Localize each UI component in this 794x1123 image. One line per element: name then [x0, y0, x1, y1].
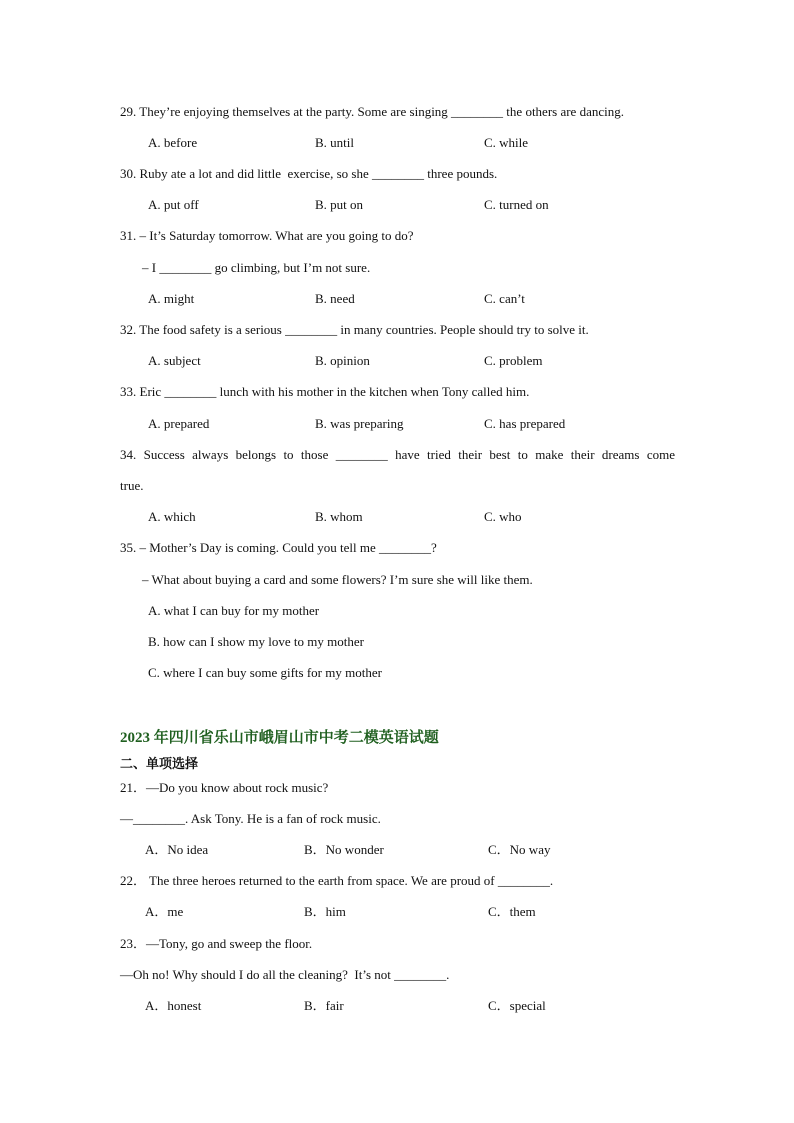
- question-21-stem: 21．—Do you know about rock music?: [120, 780, 329, 795]
- question-34-stem: 34. Success always belongs to those ________ have tried their best to make their dreams come: [120, 447, 675, 462]
- q21-option-c: C．No way: [488, 842, 551, 857]
- question-32-stem: 32. The food safety is a serious ________ in many countries. People should try to solve it.: [120, 322, 589, 337]
- question-31-stem: 31. – It’s Saturday tomorrow. What are you going to do?: [120, 228, 414, 243]
- section-subtitle: 二、单项选择: [120, 756, 199, 771]
- q35-option-a: A. what I can buy for my mother: [148, 603, 320, 618]
- question-35-reply: – What about buying a card and some flowers? I’m sure she will like them.: [142, 572, 533, 587]
- q21-option-a: A．No idea: [145, 842, 209, 857]
- q22-option-c: C．them: [488, 904, 536, 919]
- q22-option-b: B．him: [304, 904, 346, 919]
- q34-option-c: C. who: [484, 509, 522, 524]
- q32-option-a: A. subject: [148, 353, 201, 368]
- q31-option-c: C. can’t: [484, 291, 525, 306]
- q35-option-c: C. where I can buy some gifts for my mother: [148, 665, 382, 680]
- q30-option-b: B. put on: [315, 197, 364, 212]
- question-30-stem: 30. Ruby ate a lot and did little exercise, so she ________ three pounds.: [120, 166, 498, 181]
- question-23-stem: 23．—Tony, go and sweep the floor.: [120, 936, 313, 951]
- q33-option-c: C. has prepared: [484, 416, 566, 431]
- q35-option-b: B. how can I show my love to my mother: [148, 634, 364, 649]
- q34-option-a: A. which: [148, 509, 196, 524]
- q23-option-b: B．fair: [304, 998, 344, 1013]
- q32-option-c: C. problem: [484, 353, 543, 368]
- q31-option-a: A. might: [148, 291, 195, 306]
- question-22-stem: 22． The three heroes returned to the earth from space. We are proud of ________.: [120, 873, 554, 888]
- q30-option-a: A. put off: [148, 197, 199, 212]
- question-31-reply: – I ________ go climbing, but I’m not sure.: [142, 260, 371, 275]
- q29-option-a: A. before: [148, 135, 198, 150]
- q29-option-b: B. until: [315, 135, 355, 150]
- q23-option-a: A．honest: [145, 998, 202, 1013]
- question-29-stem: 29. They’re enjoying themselves at the party. Some are singing ________ the others are dancing.: [120, 104, 624, 119]
- q30-option-c: C. turned on: [484, 197, 549, 212]
- q23-option-c: C．special: [488, 998, 546, 1013]
- question-35-stem: 35. – Mother’s Day is coming. Could you tell me ________?: [120, 540, 437, 555]
- question-34-continuation: true.: [120, 478, 144, 493]
- q33-option-b: B. was preparing: [315, 416, 404, 431]
- q21-option-b: B．No wonder: [304, 842, 384, 857]
- question-33-stem: 33. Eric ________ lunch with his mother in the kitchen when Tony called him.: [120, 384, 530, 399]
- question-21-reply: —________. Ask Tony. He is a fan of rock music.: [120, 811, 381, 826]
- q34-option-b: B. whom: [315, 509, 363, 524]
- q29-option-c: C. while: [484, 135, 529, 150]
- q32-option-b: B. opinion: [315, 353, 370, 368]
- question-23-reply: —Oh no! Why should I do all the cleaning? It’s not ________.: [120, 967, 450, 982]
- q22-option-a: A．me: [145, 904, 184, 919]
- section-title: 2023 年四川省乐山市峨眉山市中考二模英语试题: [120, 730, 439, 746]
- q31-option-b: B. need: [315, 291, 355, 306]
- q33-option-a: A. prepared: [148, 416, 210, 431]
